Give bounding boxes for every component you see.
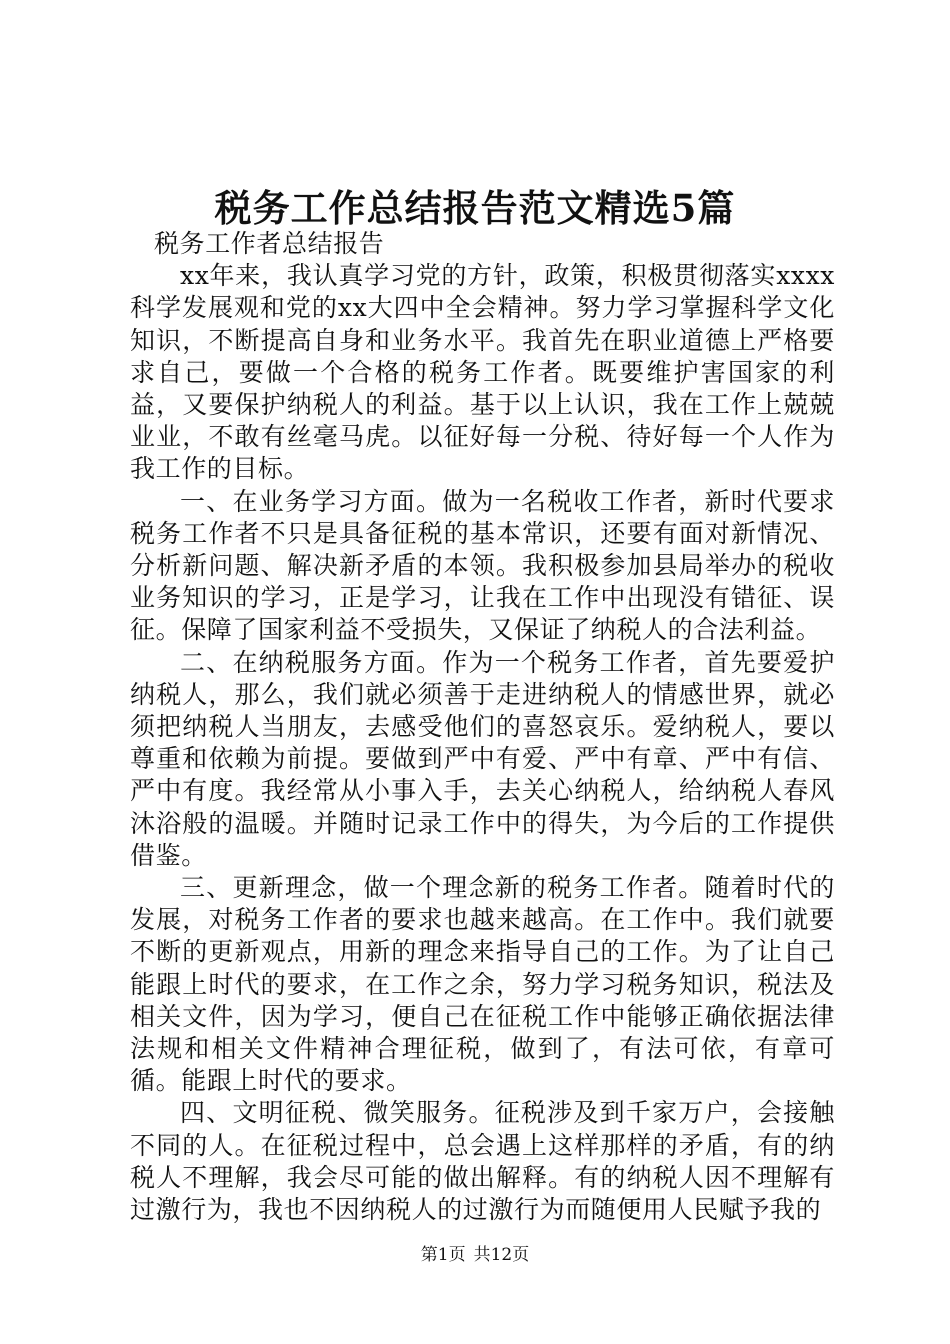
page-total: 共12页 (473, 1245, 530, 1265)
document-body (130, 228, 835, 1226)
page-footer (0, 1244, 950, 1266)
document-title: 税务工作总结报告范文精选5篇 (214, 185, 736, 230)
paragraph-section-2: 二、在纳税服务方面。作为一个税务工作者，首先要爱护纳税人，那么，我们就必须善于走进纳税人的情感世界，就必须把纳税人当朋友，去感受他们的喜怒哀乐。爱纳税人，要以尊重和依赖为前提。要做到严中有爱、严中有章、严中有信、严中有度。我经常从小事入手，去关心纳税人，给纳税人春风沐浴般的温暖。并随时记录工作中的得失，为今后的工作提供借鉴。 (130, 647, 835, 870)
paragraph-section-1: 一、在业务学习方面。做为一名税收工作者，新时代要求税务工作者不只是具备征税的基本常识，还要有面对新情况、分析新问题、解决新矛盾的本领。我积极参加县局举办的税收业务知识的学习，正是学习，让我在工作中出现没有错征、误征。保障了国家利益不受损失，又保证了纳税人的合法利益。 (130, 486, 835, 645)
paragraph-section-4: 四、文明征税、微笑服务。征税涉及到千家万户，会接触不同的人。在征税过程中，总会遇上这样那样的矛盾，有的纳税人不理解，我会尽可能的做出解释。有的纳税人因不理解有过激行为，我也不因纳税人的过激行为而随便用人民赋予我的 (130, 1098, 835, 1225)
page-number: 第1页 (420, 1245, 466, 1265)
paragraph-intro: xx年来，我认真学习党的方针，政策，积极贯彻落实xxxx科学发展观和党的xx大四中全会精神。努力学习掌握科学文化知识，不断提高自身和业务水平。我首先在职业道德上严格要求自己，要做一个合格的税务工作者。既要维护害国家的利益，又要保护纳税人的利益。基于以上认识，我在工作上兢兢业业，不敢有丝毫马虎。以征好每一分税、待好每一个人作为我工作的目标。 (130, 261, 835, 484)
paragraph-section-3: 三、更新理念，做一个理念新的税务工作者。随着时代的发展，对税务工作者的要求也越来越高。在工作中。我们就要不断的更新观点，用新的理念来指导自己的工作。为了让自己能跟上时代的要求，在工作之余，努力学习税务知识，税法及相关文件，因为学习，便自己在征税工作中能够正确依据法律法规和相关文件精神合理征税，做到了，有法可依，有章可循。能跟上时代的要求。 (130, 873, 835, 1096)
document-subtitle: 税务工作者总结报告 (154, 229, 385, 258)
